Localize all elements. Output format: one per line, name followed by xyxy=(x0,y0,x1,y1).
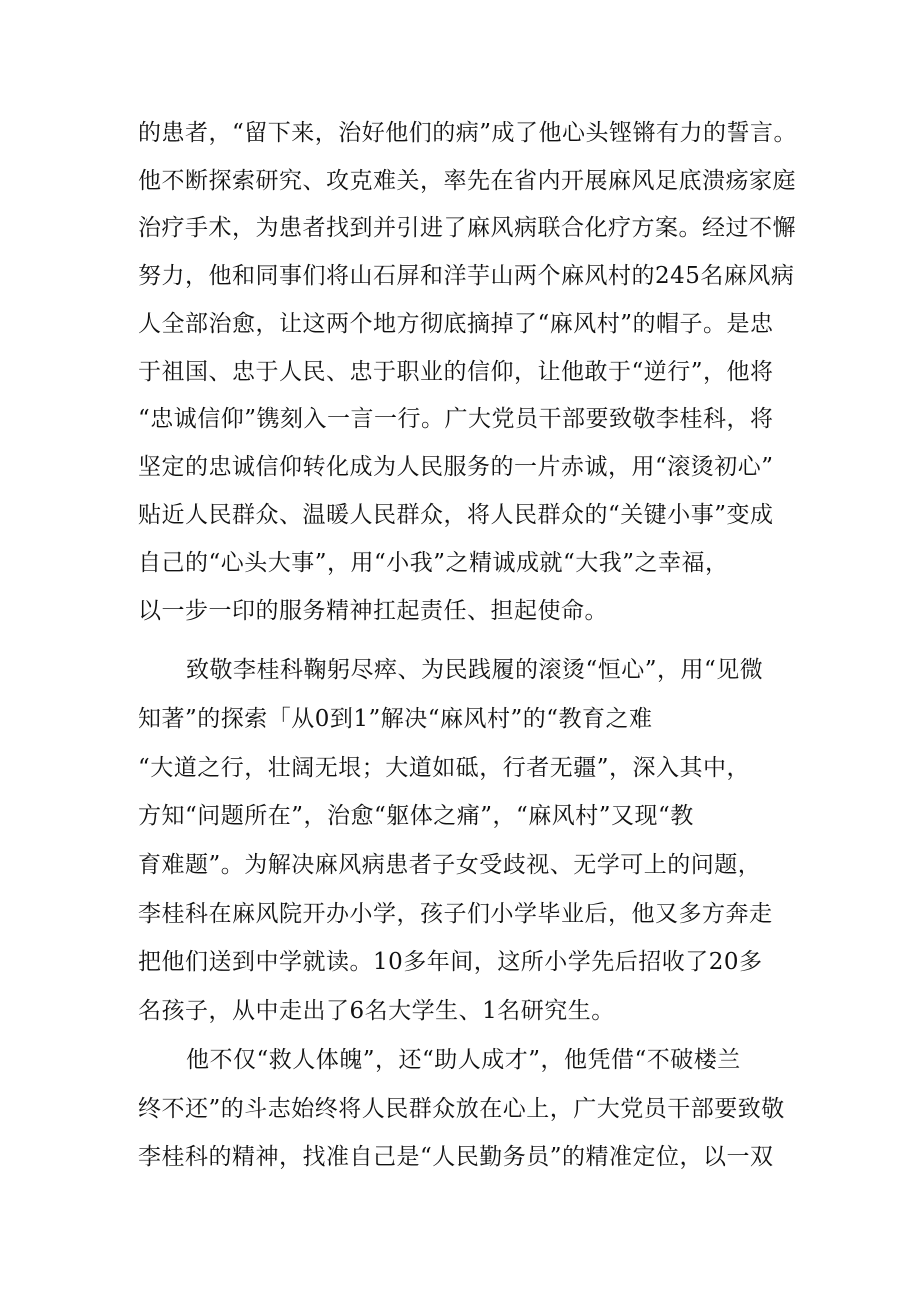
text-line: 坚定的忠诚信仰转化成为人民服务的一片赤诚，用“滚烫初心” xyxy=(138,454,774,480)
text-line: 贴近人民群众、温暖人民群众，将人民群众的“关键小事”变成 xyxy=(138,502,774,528)
text-line: 努力，他和同事们将山石屏和洋芋山两个麻风村的245名麻风病 xyxy=(138,263,795,289)
text-line: 以一步一印的服务精神扛起责任、担起使命。 xyxy=(138,598,608,624)
text-line: 他不仅“救人体魄”，还“助人成才”，他凭借“不破楼兰 xyxy=(186,1047,741,1073)
text-line: 于祖国、忠于人民、忠于职业的信仰，让他敢于“逆行”，他将 xyxy=(138,359,774,385)
text-line: 把他们送到中学就读。10多年间，这所小学先后招收了20多 xyxy=(138,949,763,975)
text-line: 他不断探索研究、攻克难关，率先在省内开展麻风足底溃疡家庭 xyxy=(138,168,796,194)
text-line: 李桂科在麻风院开办小学，孩子们小学毕业后，他又多方奔走 xyxy=(138,901,773,927)
text-line: 自己的“心头大事”，用“小我”之精诚成就“大我”之幸福， xyxy=(138,550,729,576)
text-line: 育难题”。为解决麻风病患者子女受歧视、无学可上的问题， xyxy=(138,852,762,878)
text-line: 治疗手术，为患者找到并引进了麻风病联合化疗方案。经过不懈 xyxy=(138,215,796,241)
text-line: “忠诚信仰”镌刻入一言一行。广大党员干部要致敬李桂科，将 xyxy=(138,406,774,432)
text-line: 的患者，“留下来，治好他们的病”成了他心头铿锵有力的誓言。 xyxy=(138,120,798,146)
text-line: 人全部治愈，让这两个地方彻底摘掉了“麻风村”的帽子。是忠 xyxy=(138,311,774,337)
text-line: 知著”的探索「从0到1”解决“麻风村”的“教育之难 xyxy=(138,706,653,732)
text-line: 李桂科的精神，找准自己是“人民勤务员”的精准定位，以一双 xyxy=(138,1144,774,1170)
text-line: “大道之行，壮阔无垠；大道如砥，行者无疆”，深入其中， xyxy=(138,755,751,781)
text-line: 终不还”的斗志始终将人民群众放在心上，广大党员干部要致敬 xyxy=(138,1096,785,1122)
text-line: 名孩子，从中走出了6名大学生、1名研究生。 xyxy=(138,998,615,1024)
text-line: 方知“问题所在”，治愈“躯体之痛”，“麻风村”又现“教 xyxy=(138,803,694,829)
text-line: 致敬李桂科鞠躬尽瘁、为民践履的滚烫“恒心”，用“见微 xyxy=(186,657,764,683)
